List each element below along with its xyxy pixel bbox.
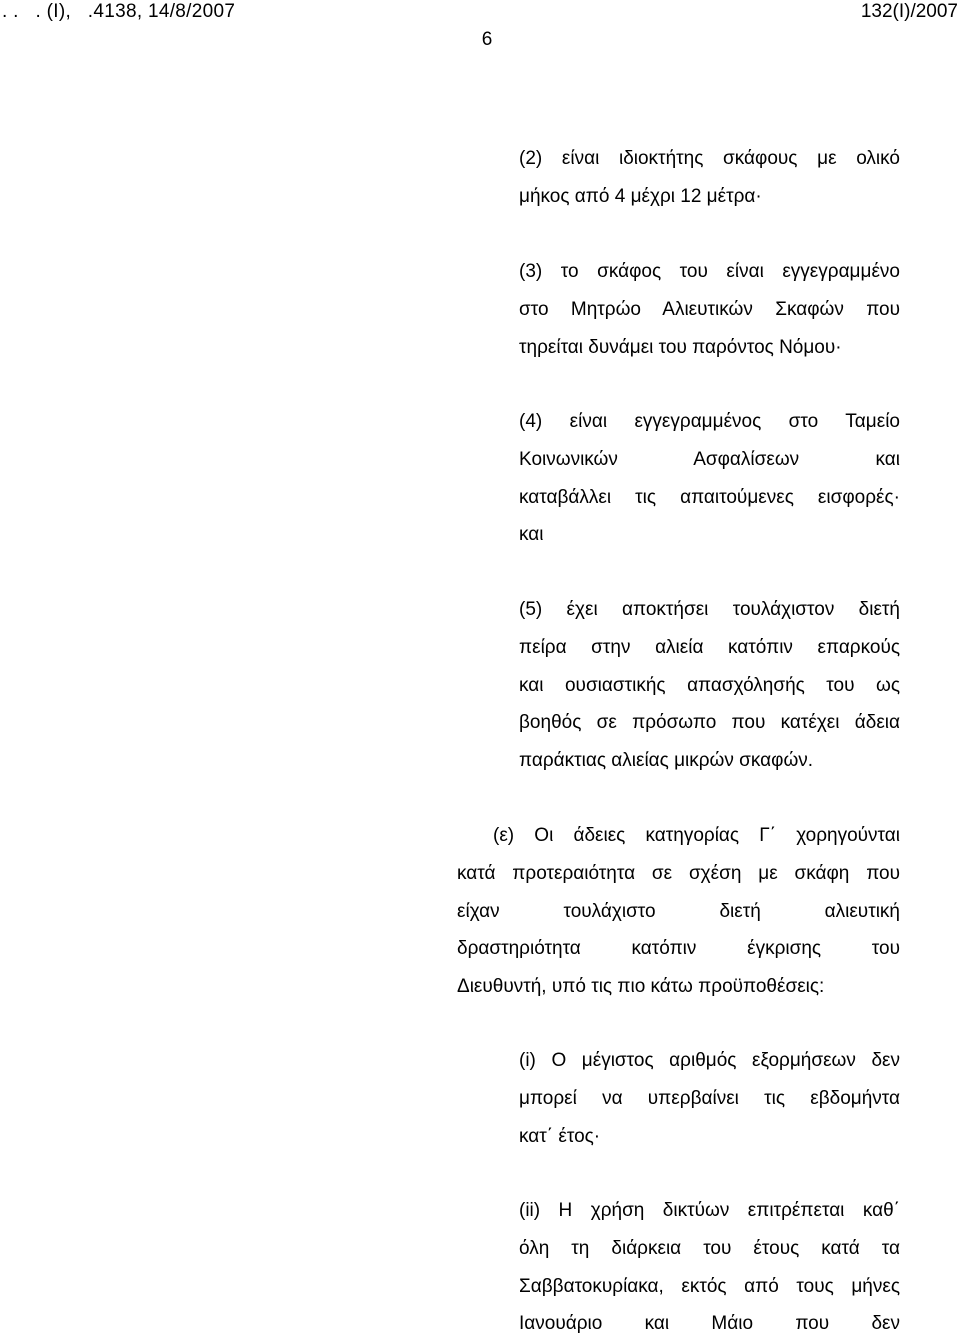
gazette-header: . . . (Ι), .4138, 14/8/2007 — [2, 1, 236, 22]
text-line: μήκος από 4 μέχρι 12 μέτρα· — [519, 185, 762, 207]
text-line: (ε) Οι άδειες κατηγορίας Γ΄ χορηγούνται — [493, 825, 900, 846]
text-line: καταβάλλει τις απαιτούμενες εισφορές· — [519, 486, 900, 508]
text-line: (2) είναι ιδιοκτήτης σκάφους με ολικό — [519, 148, 900, 169]
condition-item-5 — [519, 591, 900, 780]
text-line: κατ΄ έτος· — [519, 1125, 601, 1147]
text-line: τηρείται δυνάμει του παρόντος Νόμου· — [519, 336, 842, 358]
subitem-i — [519, 1042, 900, 1155]
text-line: (4) είναι εγγεγραμμένος στο Ταμείο — [519, 411, 900, 432]
text-line: δραστηριότητα κατόπιν έγκρισης του — [457, 938, 900, 960]
text-line: πείρα στην αλιεία κατόπιν επαρκούς — [519, 636, 900, 658]
text-line: κατά προτεραιότητα σε σχέση με σκάφη που — [457, 862, 900, 884]
text-line: Σαββατοκυρίακα, εκτός από τους μήνες — [519, 1275, 900, 1297]
text-line: και ουσιαστικής απασχόλησής του ως — [519, 674, 900, 696]
text-line: και — [519, 524, 544, 546]
text-line: βοηθός σε πρόσωπο που κατέχει άδεια — [519, 712, 900, 734]
page-number: 6 — [481, 29, 493, 50]
text-line: όλη τη διάρκεια του έτους κατά τα — [519, 1237, 900, 1259]
text-line: στο Μητρώο Αλιευτικών Σκαφών που — [519, 298, 900, 320]
text-line: (3) το σκάφος του είναι εγγεγραμμένο — [519, 261, 900, 282]
condition-item-4 — [519, 403, 900, 554]
text-line: (i) Ο μέγιστος αριθμός εξορμήσεων δεν — [519, 1050, 900, 1071]
text-line: παράκτιας αλιείας μικρών σκαφών. — [519, 750, 814, 772]
text-line: είχαν τουλάχιστο διετή αλιευτική — [457, 900, 900, 922]
condition-item-3 — [519, 253, 900, 366]
text-line: Κοινωνικών Ασφαλίσεων και — [519, 448, 900, 470]
text-line: (ii) Η χρήση δικτύων επιτρέπεται καθ΄ — [519, 1200, 900, 1221]
text-line: Διευθυντή, υπό τις πιο κάτω προϋποθέσεις: — [457, 976, 825, 998]
law-number: 132(Ι)/2007 — [860, 1, 958, 22]
text-line: μπορεί να υπερβαίνει τις εβδομήντα — [519, 1087, 900, 1109]
text-line: (5) έχει αποκτήσει τουλάχιστον διετή — [519, 599, 900, 620]
text-line: Ιανουάριο και Μάιο που δεν — [519, 1313, 900, 1335]
subitem-ii — [519, 1192, 900, 1343]
paragraph-e — [457, 817, 900, 1006]
condition-item-2 — [519, 140, 900, 216]
